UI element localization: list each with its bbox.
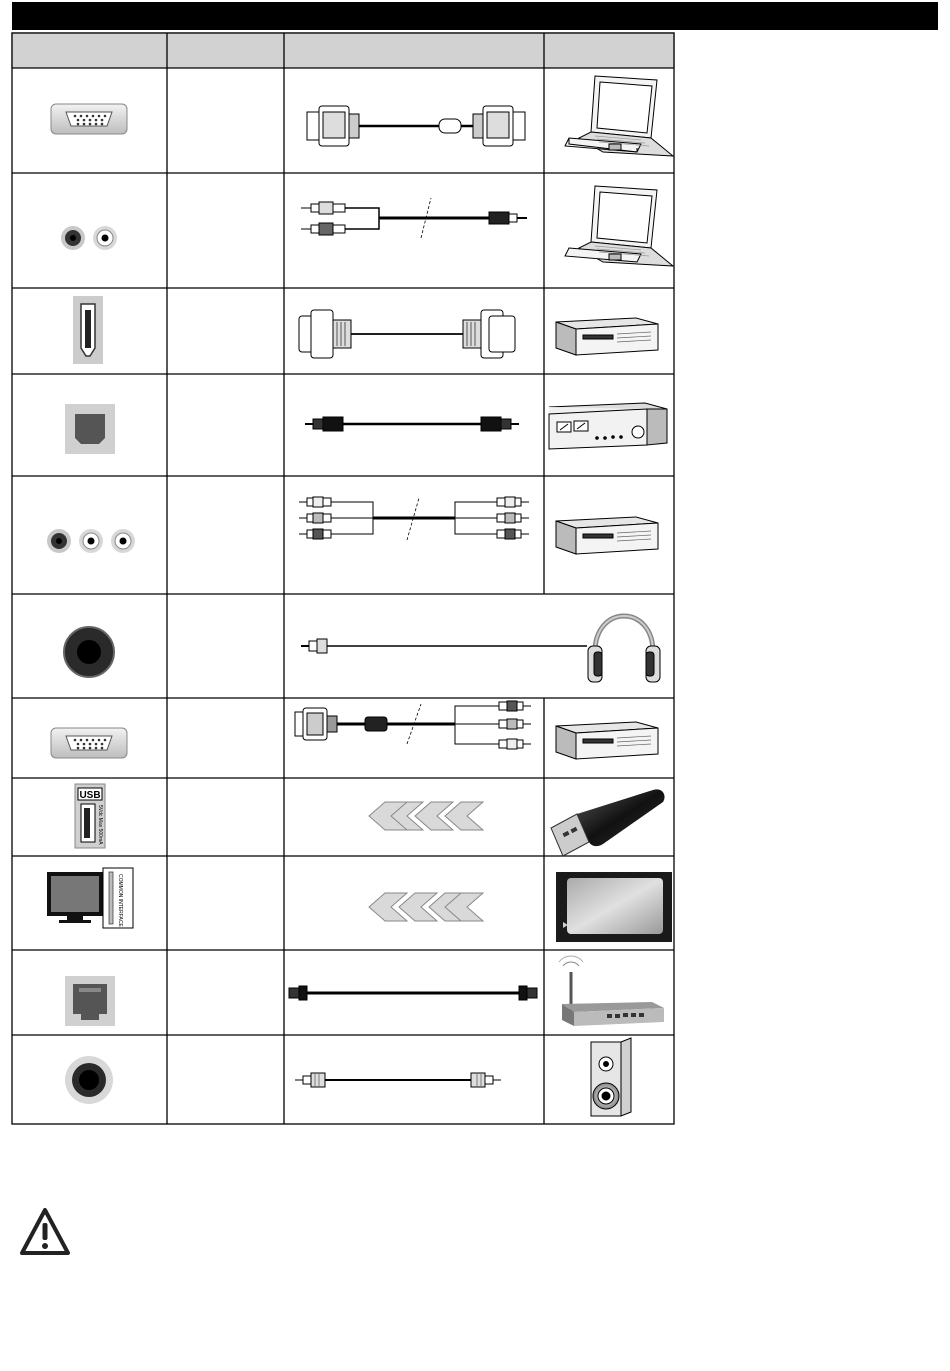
table-header [11, 32, 675, 68]
laptop-icon [565, 186, 673, 266]
warning-triangle-icon [18, 1205, 72, 1259]
usb-port-icon [75, 784, 105, 848]
insert-arrows-icon [369, 802, 483, 830]
table-row [65, 956, 664, 1026]
table-row [73, 296, 658, 364]
dvd-player-icon [556, 517, 658, 554]
table-row [47, 868, 672, 942]
dvd-player-icon [556, 722, 658, 759]
optical-spdif-port-icon [65, 404, 115, 454]
usb-port-rating: 5Vdc Max 500mA [97, 805, 103, 845]
table-row [64, 616, 660, 682]
ethernet-cable-icon [289, 986, 537, 1000]
rca-to-minijack-cable-icon [301, 198, 527, 238]
table-row [61, 186, 673, 266]
amplifier-icon [549, 403, 667, 449]
headphone-cable-icon [301, 639, 587, 653]
hdmi-port-icon [73, 296, 103, 364]
headphones-icon [588, 616, 660, 682]
ci-slot-label: COMMON INTERFACE [117, 874, 123, 927]
table-row [51, 76, 673, 156]
vga-cable-icon [307, 106, 525, 146]
headphone-jack-icon [64, 627, 114, 677]
component-av-cable-icon [299, 497, 529, 540]
usb-label: USB [79, 790, 101, 801]
ethernet-port-icon [65, 976, 115, 1026]
laptop-icon [565, 76, 673, 156]
optical-cable-icon [305, 417, 519, 431]
ci-module-icon [556, 872, 672, 942]
coaxial-cable-icon [295, 1073, 501, 1087]
speaker-icon [591, 1038, 631, 1116]
table-row [65, 403, 667, 454]
router-icon [559, 956, 664, 1026]
table-row [75, 784, 665, 856]
audio-lr-jacks-icon [61, 226, 117, 250]
dvd-player-icon [556, 318, 658, 355]
table-row [47, 497, 658, 554]
connection-table [11, 32, 675, 1125]
table-row [65, 1038, 631, 1116]
tv-ci-slot-icon [47, 868, 133, 928]
table-row [51, 701, 658, 759]
vga-port-icon [51, 104, 127, 134]
table-grid [12, 33, 674, 1124]
vga-port-icon [51, 728, 127, 758]
hdmi-cable-icon [299, 310, 515, 358]
usb-stick-icon [551, 789, 665, 856]
insert-arrows-icon [369, 893, 483, 921]
coaxial-audio-jack-icon [65, 1056, 113, 1104]
title-bar [12, 2, 938, 30]
vga-to-rca-cable-icon [295, 701, 531, 749]
component-rca-jacks-icon [47, 529, 135, 553]
